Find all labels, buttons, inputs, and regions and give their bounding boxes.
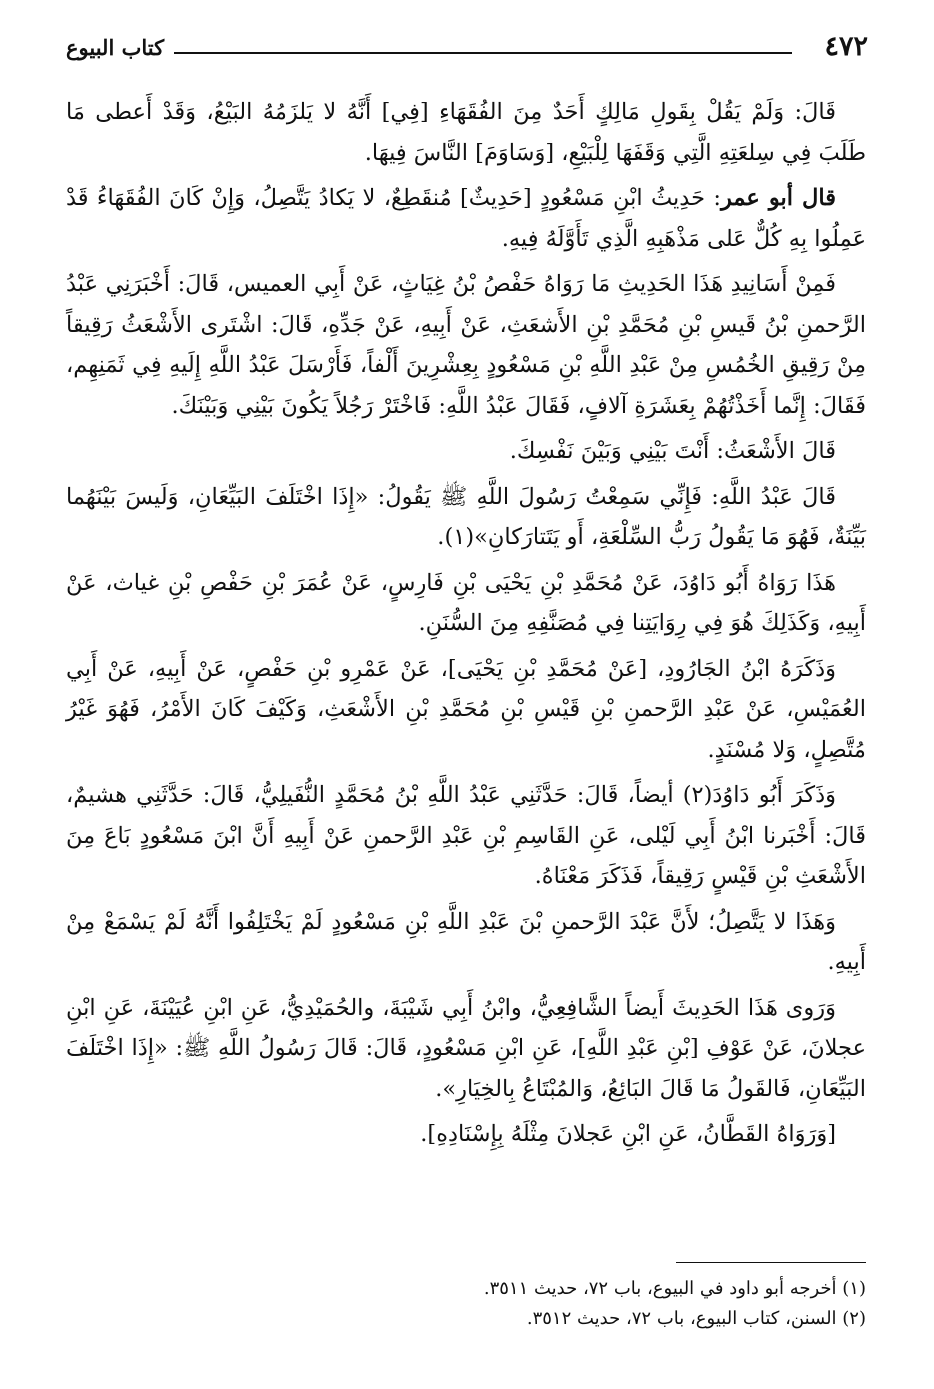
paragraph <box>66 775 866 897</box>
paragraph-text: وَذَكَرَهُ ابْنُ الجَارُودِ، [عَنْ مُحَمَّدِ بْنِ يَحْيَى]، عَنْ عَمْرِو بْنِ حَفْصٍ، عَنْ أَبِيهِ، عَنْ أَبِي العُمَيْسِ، عَنْ عَبْدِ الرَّحمنِ بْنِ قَيْسِ بْنِ مُحَمَّدِ بْنِ الأَشْعَثِ، وَكَيْفَ كَانَ الأَمْرُ، فَهُوَ غَيْرُ مُتَّصِلٍ، وَلا مُسْنَدٍ. <box>66 655 866 763</box>
paragraph <box>66 178 866 259</box>
paragraph <box>66 477 866 558</box>
paragraph <box>66 92 866 173</box>
paragraph-text: [وَرَوَاهُ القَطَّانُ، عَنِ ابْنِ عَجلانَ مِثْلَهُ بِإِسْنَادِهِ]. <box>420 1121 836 1147</box>
paragraph-text: وَذَكَرَ أَبُو دَاوُدَ(٢) أيضاً، قَالَ: حَدَّثَنِي عَبْدُ اللَّهِ بْنُ مُحَمَّدٍ النُّفَيلِيُّ، قَالَ: حَدَّثَنِي هشيمٌ، قَالَ: أَخْبَرنا ابْنُ أَبِي لَيْلى، عَنِ القَاسِمِ بْنِ عَبْدِ الرَّحمنِ عَنْ أَبِيهِ أَنَّ ابْنَ مَسْعُودٍ بَاعَ مِنَ الأَشْعَثِ بْنِ قَيْسٍ رَقِيقاً، فَذَكَرَ مَعْنَاهُ. <box>66 782 866 889</box>
paragraph <box>66 431 866 472</box>
paragraph-text: هَذَا رَوَاهُ أَبُو دَاوُدَ، عَنْ مُحَمَّدِ بْنِ يَحْيَى بْنِ فَارِسٍ، عَنْ عُمَرَ بْنِ حَفْصِ بْنِ غياث، عَنْ أَبِيهِ، وَكَذَلِكَ هُوَ فِي رِوَايَتِنا فِي مُصَنَّفِهِ مِنَ السُّنَنِ. <box>66 569 866 636</box>
paragraph <box>66 264 866 426</box>
page-header <box>66 30 868 70</box>
paragraph-text: قَالَ الأَشْعَثُ: أَنْتَ بَيْنِي وَبَيْنَ نَفْسِكَ. <box>509 438 836 464</box>
footnote: (٢) السنن، كتاب البيوع، باب ٧٢، حديث ٣٥١٢. <box>526 1308 866 1329</box>
footnote-separator <box>676 1262 866 1263</box>
footnotes <box>66 1274 866 1334</box>
main-text <box>66 92 866 1160</box>
paragraph-text: وَرَوى هَذَا الحَدِيثَ أَيضاً الشَّافِعِيُّ، وابْنُ أَبِي شَيْبَةَ، والحُمَيْدِيُّ، عَنِ ابْنِ عُيَيْنَةَ، عَنِ ابْنِ عجلانَ، عَنْ عَوْفِ [بْنِ عَبْدِ اللَّهِ]، عَنِ ابْنِ مَسْعُودٍ، قَالَ: قَالَ رَسُولُ اللَّهِ ﷺ: «إِذَا اخْتَلَفَ البَيِّعَانِ، فَالقَولُ مَا قَالَ البَائِعُ، وَالمُبْتَاعُ بِالخِيَارِ». <box>66 994 866 1102</box>
paragraph <box>66 902 866 983</box>
paragraph <box>66 563 866 644</box>
paragraph-text: : حَدِيثُ ابْنِ مَسْعُودٍ [حَدِيثٌ] مُنقَطِعٌ، لا يَكادُ يَتَّصِلُ، وَإِنْ كَانَ الفُقَهَاءُ قَدْ عَمِلُوا بِهِ كُلٌّ عَلى مَذْهَبِهِ الَّذِي تَأَوَّلَهُ فِيهِ. <box>66 185 866 252</box>
paragraph-text: قَالَ عَبْدُ اللَّهِ: فَإِنِّي سَمِعْتُ رَسُولَ اللَّهِ ﷺ يَقُولُ: «إِذَا اخْتَلَفَ البَيِّعَانِ، وَلَيسَ بَيْنَهُما بَيِّنَةٌ، فَهُوَ مَا يَقُولُ رَبُّ السِّلْعَةِ، أَو يَتَتارَكانِ»(١). <box>66 483 866 550</box>
page-number: ٤٧٢ <box>824 31 868 62</box>
header-rule <box>174 52 792 54</box>
paragraph <box>66 649 866 771</box>
paragraph <box>66 988 866 1110</box>
paragraph-text: قَالَ: وَلَمْ يَقُلْ بِقَولِ مَالِكٍ أَحَدٌ مِنَ الفُقَهَاءِ [فِي] أَنَّهُ لا يَلزَمُهُ البَيْعُ، وَقَدْ أَعطى مَا طَلَبَ فِي سِلعَتِهِ الَّتِي وَقَفَهَا لِلْبَيْعِ، [وَسَاوَمَ] النَّاسَ فِيهَا. <box>66 99 866 166</box>
footnote: (١) أخرجه أبو داود في البيوع، باب ٧٢، حديث ٣٥١١. <box>483 1278 866 1299</box>
paragraph <box>66 1114 866 1155</box>
book-title: كتاب البيوع <box>66 35 165 60</box>
paragraph-text: فَمِنْ أَسَانِيدِ هَذَا الحَدِيثِ مَا رَوَاهُ حَفْصُ بْنُ غِيَاثٍ، عَنْ أَبِي العميس، قَالَ: أَخْبَرَنِي عَبْدُ الرَّحمنِ بْنُ قَيسِ بْنِ مُحَمَّدِ بْنِ الأَشعَثِ، عَنْ أَبِيهِ، عَنْ جَدِّهِ، قَالَ: اشْتَرى الأَشْعَثُ رَقِيقاً مِنْ رَقِيقِ الخُمُسِ مِنْ عَبْدِ اللَّهِ بْنِ مَسْعُودٍ بِعِشْرِينَ أَلْفاً، فَأَرْسَلَ عَبْدُ اللَّهِ إِلَيهِ فِي ثَمَنِهِم، فَقَالَ: إِنَّما أَخَذْتُهُمْ بِعَشَرَةِ آلافٍ، فَقَالَ عَبْدُ اللَّهِ: فَاخْتَرْ رَجُلاً يَكُونَ بَيْنِي وَبَيْنَكَ. <box>66 271 866 419</box>
paragraph-text: وَهَذَا لا يَتَّصِلُ؛ لأَنَّ عَبْدَ الرَّحمنِ بْنَ عَبْدِ اللَّهِ بْنِ مَسْعُودٍ لَمْ يَخْتَلِفُوا أَنَّهُ لَمْ يَسْمَعْ مِنْ أَبِيهِ. <box>66 908 866 975</box>
speaker-label: قال أبو عمر <box>720 185 836 211</box>
